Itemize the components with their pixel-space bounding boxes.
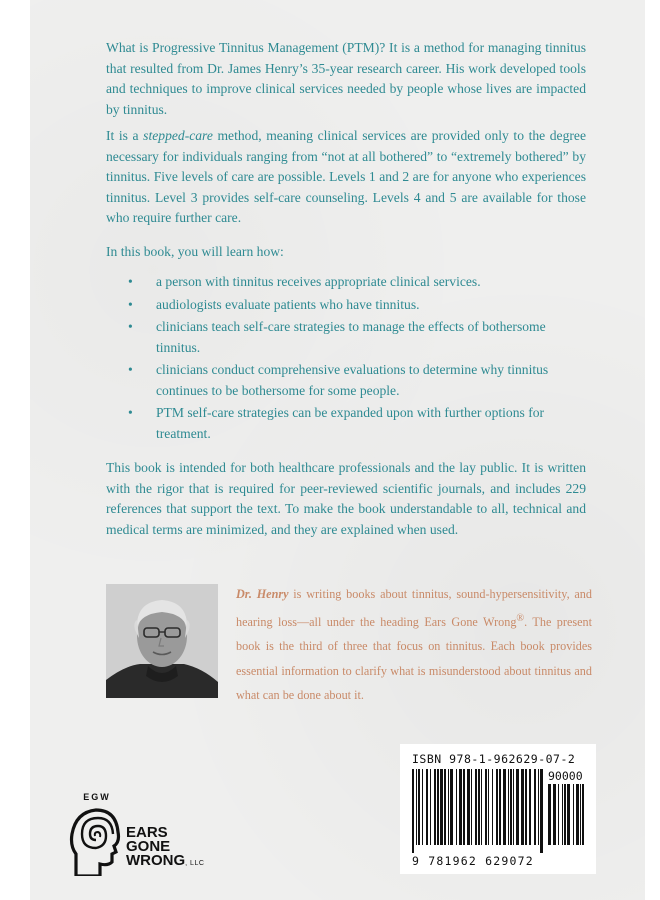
author-name: Dr. Henry xyxy=(236,587,289,601)
barcode-bar xyxy=(459,769,462,845)
barcode-bar xyxy=(576,784,579,845)
trademark-symbol: ® xyxy=(516,612,525,624)
author-portrait-icon xyxy=(106,584,218,698)
barcode-bar xyxy=(426,769,428,845)
author-bio-text-2: . The present book is the third of three that focus on tinnitus. Each book provides essential information to clarify what is misunderstood about tinnitus and what can be done about it. xyxy=(236,614,593,703)
barcode-bar xyxy=(540,769,543,853)
publisher-name-line-1: EARS xyxy=(126,824,168,841)
barcode-bar xyxy=(456,769,457,845)
barcode-bar xyxy=(508,769,509,845)
barcode-bar xyxy=(573,784,574,845)
publisher-name xyxy=(126,826,204,871)
barcode-bar xyxy=(558,784,559,845)
list-item-text: clinicians conduct comprehensive evaluations to determine why tinnitus continues to be bothersome for some people. xyxy=(156,362,549,398)
list-item-text: a person with tinnitus receives appropriate clinical services. xyxy=(156,274,481,289)
author-bio xyxy=(236,582,592,708)
publisher-suffix: , LLC xyxy=(185,860,205,867)
barcode-bar xyxy=(437,769,439,845)
barcode-bar xyxy=(485,769,487,845)
barcode-bar xyxy=(492,769,493,845)
list-item-text: clinicians teach self-care strategies to manage the effects of bothersome tinnitus. xyxy=(156,319,546,355)
publisher-name-line-2: GONE xyxy=(126,838,171,855)
barcode-bar xyxy=(525,769,527,845)
barcode-bar xyxy=(430,769,431,845)
barcode-bar xyxy=(418,769,420,845)
barcode-bar xyxy=(529,769,531,845)
addon-barcode-bars-icon xyxy=(548,784,588,853)
barcode-bar xyxy=(538,769,539,845)
barcode-bar xyxy=(534,769,536,845)
blurb-paragraph-2-start: It is a xyxy=(106,128,144,143)
list-item xyxy=(126,317,586,358)
barcode-bar xyxy=(416,769,417,845)
barcode-bar xyxy=(463,769,465,845)
barcode-bar xyxy=(448,769,449,845)
publisher-name-line-3-text: WRONG xyxy=(126,852,186,869)
barcode-bar xyxy=(499,769,501,845)
isbn-label: ISBN 978-1-962629-07-2 xyxy=(412,752,576,766)
bullet-icon: • xyxy=(128,274,133,289)
publisher-logo xyxy=(68,792,238,882)
stepped-care-term: stepped-care xyxy=(143,128,213,143)
blurb-paragraph-4: This book is intended for both healthcare professionals and the lay public. It is written with the rigor that is required for peer-reviewed scientific journals, and includes 229 references that support the text. To make the book understandable to all, technical and medical terms are minimized, and they are explained when used. xyxy=(106,460,586,537)
barcode-bar xyxy=(580,784,581,845)
barcode-bar xyxy=(548,784,551,845)
back-cover xyxy=(30,0,645,900)
barcode-bar xyxy=(496,769,498,845)
barcode-bar xyxy=(467,769,470,845)
barcode-bar xyxy=(412,769,414,853)
barcode-bar xyxy=(516,769,519,845)
barcode-bar xyxy=(582,784,584,845)
list-item xyxy=(126,360,586,401)
blurb-paragraph-3: In this book, you will learn how: xyxy=(106,244,284,259)
barcode-bars-icon xyxy=(412,769,544,853)
head-with-ear-spiral-icon xyxy=(68,806,122,876)
list-item-text: PTM self-care strategies can be expanded upon with further options for treatment. xyxy=(156,405,545,441)
blurb-paragraph-1: What is Progressive Tinnitus Management (PTM)? It is a method for managing tinnitus that resulted from Dr. James Henry’s 35-year research career. His work developed tools and techniques to improve clinical services needed by people whose lives are impacted by tinnitus. xyxy=(106,40,586,117)
author-photo xyxy=(106,584,218,698)
barcode-bar xyxy=(564,784,566,845)
list-item-text: audiologists evaluate patients who have tinnitus. xyxy=(156,296,420,312)
learning-list xyxy=(126,272,586,446)
bullet-icon: • xyxy=(128,319,133,334)
list-item xyxy=(126,295,586,316)
barcode-bar xyxy=(450,769,453,845)
isbn-digits: 9 781962 629072 xyxy=(412,854,534,868)
blurb-paragraph-2 xyxy=(106,126,586,229)
barcode-bar xyxy=(510,769,512,845)
barcode-bar xyxy=(434,769,436,845)
barcode-bar xyxy=(422,769,423,845)
barcode-bar xyxy=(475,769,477,845)
barcode-bar xyxy=(440,769,443,845)
barcode-bar xyxy=(562,784,563,845)
barcode-bar xyxy=(553,784,556,845)
publisher-name-line-3 xyxy=(126,854,204,871)
bullet-icon: • xyxy=(128,405,133,420)
author-bio-text-1: is writing books about tinnitus, sound-hypersensitivity, and hearing loss—all under the heading Ears Gone Wrong xyxy=(236,587,592,629)
isbn-barcode xyxy=(400,744,596,874)
bullet-icon: • xyxy=(128,362,133,377)
barcode-bar xyxy=(478,769,480,845)
barcode-bar xyxy=(567,784,570,845)
barcode-bar xyxy=(513,769,514,845)
barcode-bar xyxy=(471,769,472,845)
barcode-bar xyxy=(503,769,506,845)
bullet-icon: • xyxy=(128,296,133,312)
barcode-bar xyxy=(488,769,489,845)
list-item xyxy=(126,272,586,293)
list-item xyxy=(126,403,586,444)
publisher-tag: EGW xyxy=(83,792,111,802)
price-code: 90000 xyxy=(548,769,583,783)
blurb-paragraph-2-rest: method, meaning clinical services are provided only to the degree necessary for individuals ranging from “not at all bothered” to “extremely bothered” by tinnitus. Five levels of care are possible. Levels 1 and 2 are for anyone who experiences tinnitus. Level 3 provides self-care counseling. Levels 4 and 5 are available for those who require further care. xyxy=(106,128,586,225)
barcode-bar xyxy=(481,769,482,845)
barcode-bar xyxy=(521,769,524,845)
barcode-bar xyxy=(444,769,446,845)
